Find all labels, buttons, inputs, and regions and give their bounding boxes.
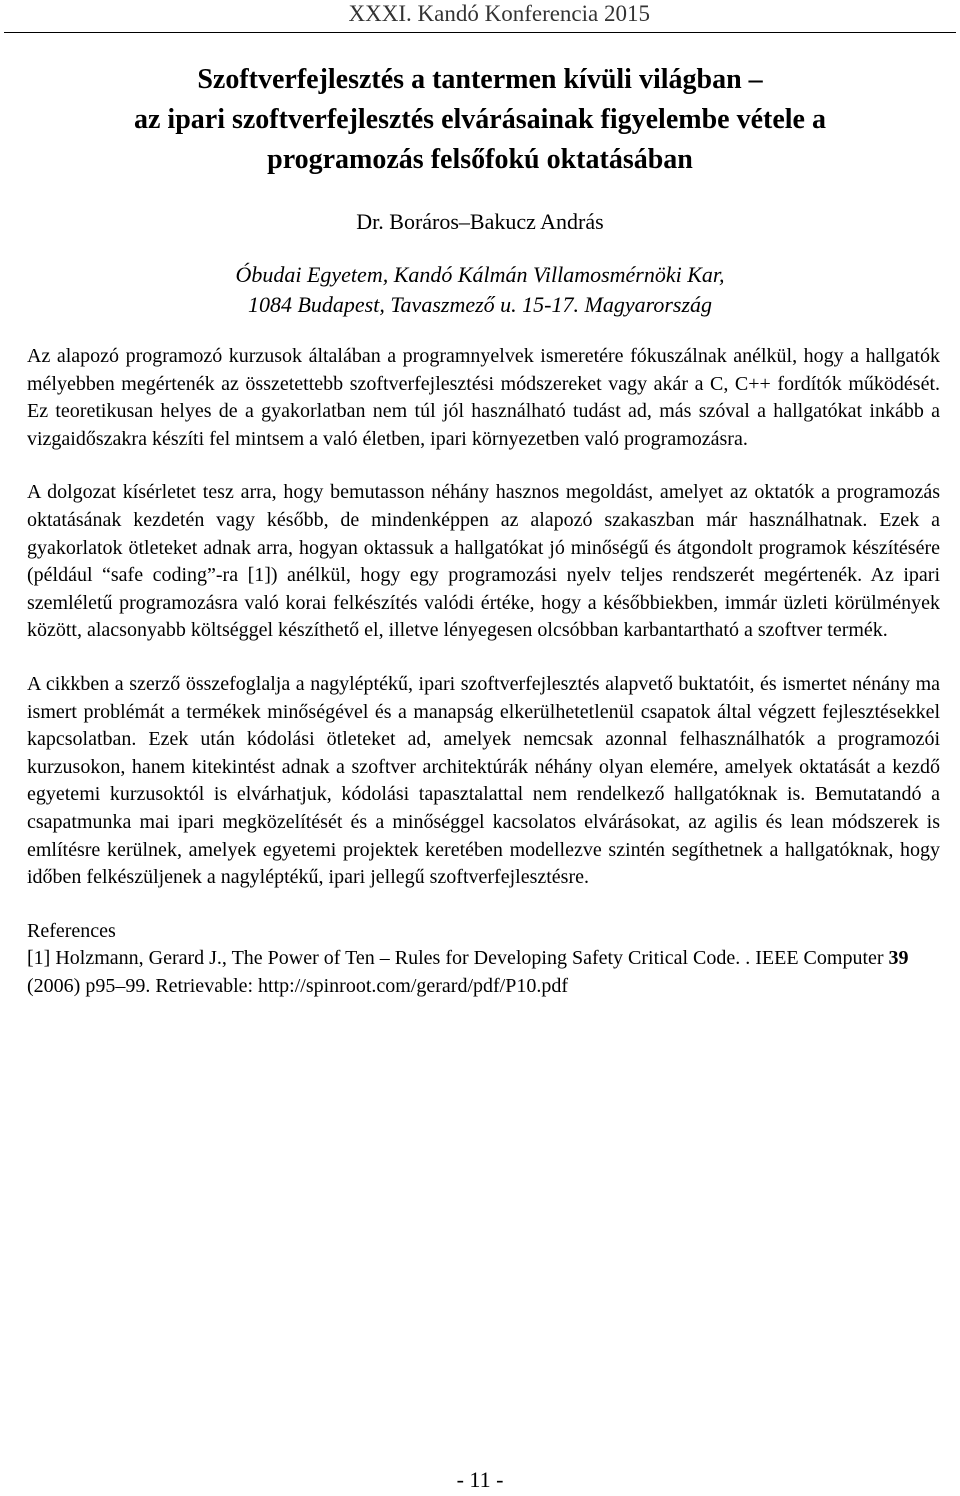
author-name: Dr. Boráros–Bakucz András bbox=[356, 209, 604, 234]
abstract-paragraph: A dolgozat kísérletet tesz arra, hogy bemutasson néhány hasznos megoldást, amelyet az oktatók a programozás oktatásának kezdetén vagy később, de mindenképpen az alapozó szakaszban már használhatnak. Ezek a gyakorlatok ötleteket adnak arra, hogyan oktassuk a hallgatókat jó minőségű és átgondolt programok készítésére (például “safe coding”-ra [1]) anélkül, hogy egy programozási nyelv teljes rendszerét megértenék. Az ipari szemléletű programozásra való korai felkészítés valódi értéke, hogy a későbbiekben, immár üzleti körülmények között, alacsonyabb költséggel készíthető el, illetve lényegesen olcsóbban karbantartható a szoftver termék. bbox=[27, 481, 940, 642]
references-heading: References bbox=[27, 919, 116, 942]
header-divider bbox=[4, 32, 956, 33]
page-number: - 11 - bbox=[456, 1467, 504, 1492]
title-line: programozás felsőfokú oktatásában bbox=[267, 144, 693, 175]
affiliation-line: Óbudai Egyetem, Kandó Kálmán Villamosmérnöki Kar, bbox=[235, 262, 725, 287]
running-header: XXXI. Kandó Konferencia 2015 bbox=[348, 1, 650, 26]
title-line: Szoftverfejlesztés a tantermen kívüli világban – bbox=[197, 64, 763, 95]
affiliation-line: 1084 Budapest, Tavaszmező u. 15-17. Magyarország bbox=[247, 292, 713, 317]
paper-title bbox=[20, 60, 940, 180]
reference-volume: 39 bbox=[888, 947, 909, 970]
reference-item bbox=[27, 945, 940, 1000]
abstract-body bbox=[27, 343, 940, 1000]
reference-text: (2006) p95–99. Retrievable: http://spinroot.com/gerard/pdf/P10.pdf bbox=[27, 974, 569, 997]
title-line: az ipari szoftverfejlesztés elvárásainak figyelembe vétele a bbox=[134, 104, 826, 135]
abstract-paragraph: A cikkben a szerző összefoglalja a nagyléptékű, ipari szoftverfejlesztés alapvető buktatóit, és ismertet nénány ma ismert problémát a termékek minőségével és a manapság elkerülhetetlenül csapatok által végzett fejlesztésekkel kapcsolatban. Ezek után kódolási ötleteket ad, amelyek nemcsak azonnal felhasználhatók a programozói kurzusokon, hanem kitekintést adnak a szoftver architektúrák néhány olyan elemére, amelyek oktatását a kezdő egyetemi kurzusoktól is elvárhatjuk, kódolási tapasztalattal nem rendelkező hallgatóknak is. Bemutatandó a csapatmunka mai ipari megközelítését és a minőséggel kacsolatos elvárásokat, az agilis és lean módszerek is említésre kerülnek, amelyek egyetemi projektek keretében modellezve szintén segíthetnek a hallgatóknak, hogy időben felkészüljenek a nagyléptékű, ipari jellegű szoftverfejlesztésre. bbox=[27, 672, 940, 889]
author-affiliation bbox=[0, 260, 960, 320]
abstract-paragraph: Az alapozó programozó kurzusok általában a programnyelvek ismeretére fókuszálnak anélkül, hogy a hallgatók mélyebben megértenék az összetettebb szoftverfejlesztési módszereket vagy akár a C, C++ fordítók működését. Ez teoretikusan helyes de a gyakorlatban nem túl jól használható tudást ad, más szóval a hallgatókat inkább a vizgaidőszakra készíti fel mintsem a való életben, ipari környezetben való programozásra. bbox=[27, 345, 940, 450]
reference-text: [1] Holzmann, Gerard J., The Power of Ten – Rules for Developing Safety Critical Code. . IEEE Computer bbox=[27, 947, 889, 970]
